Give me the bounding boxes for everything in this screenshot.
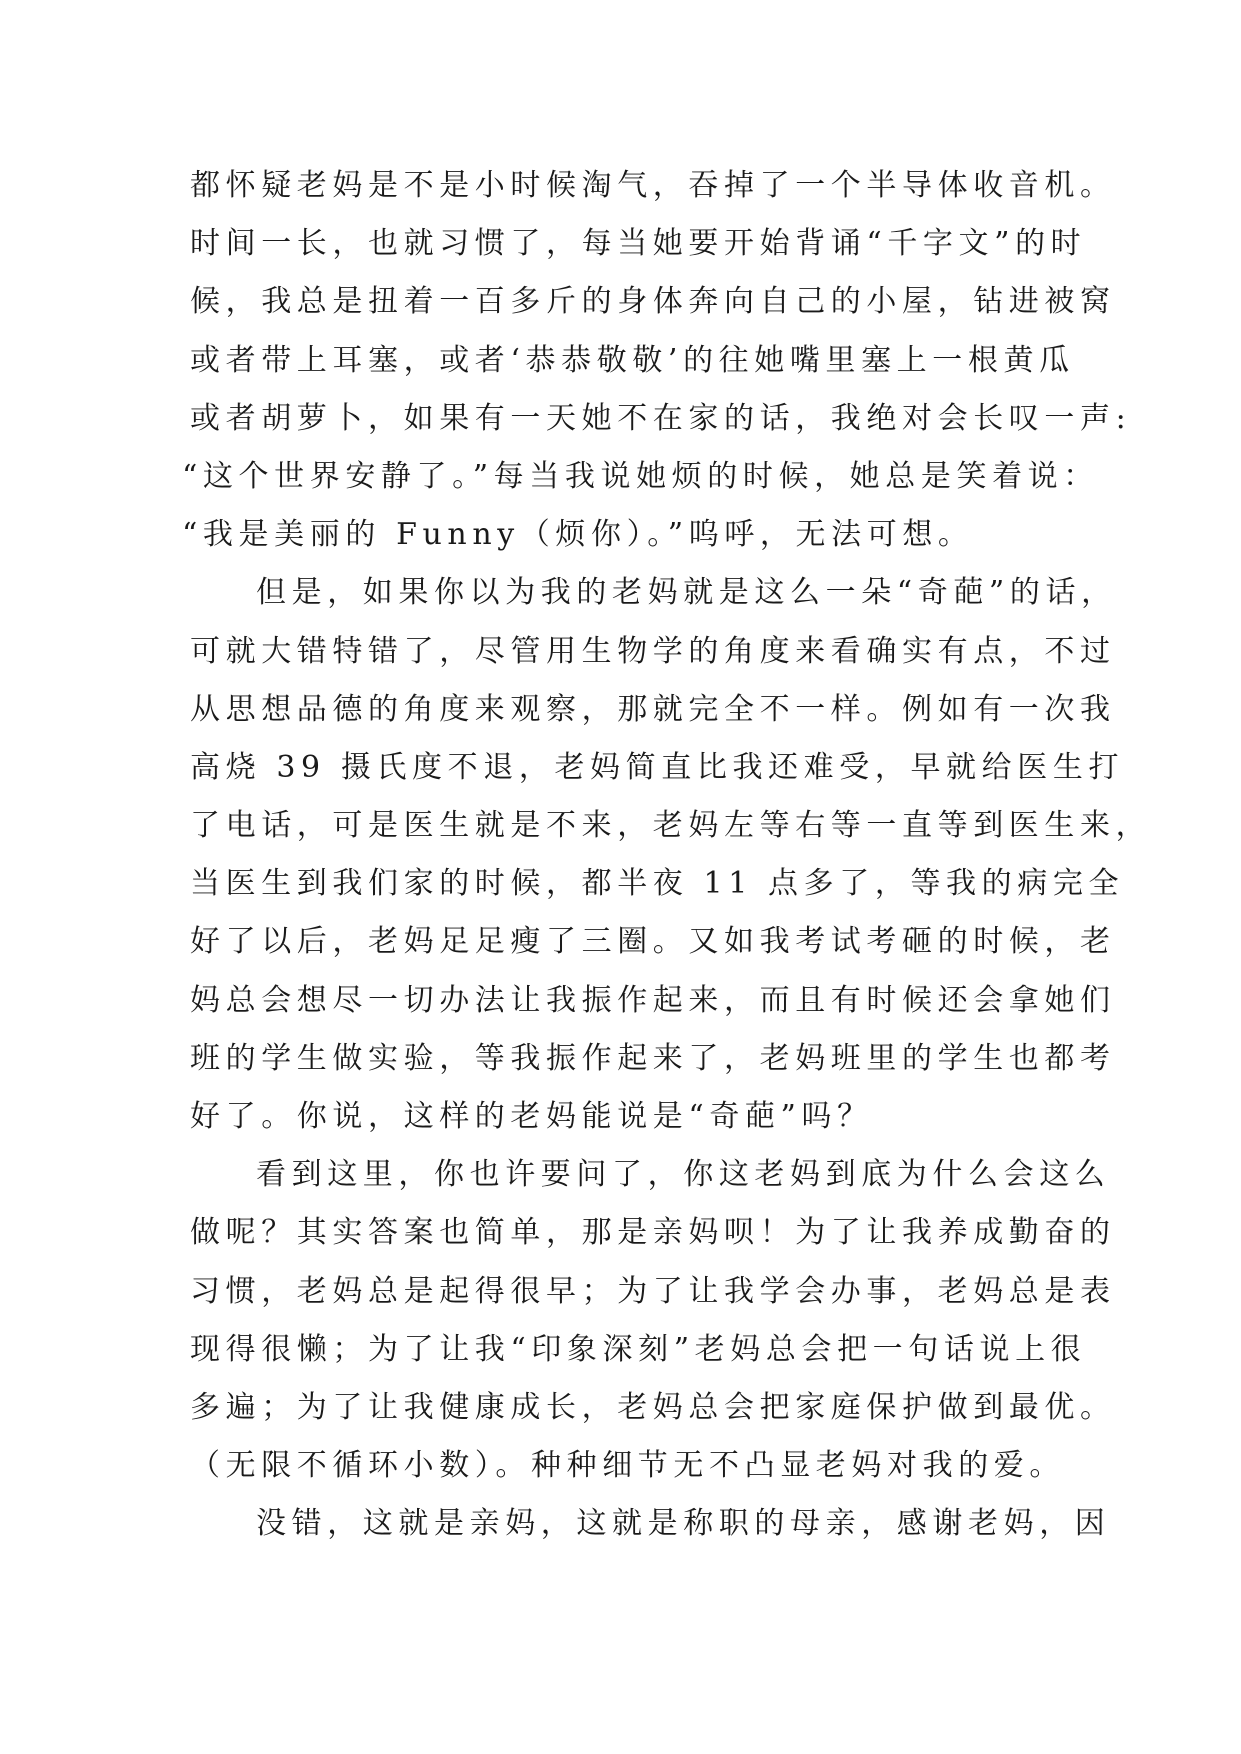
text-line: “我是美丽的 Funny（烦你）。”呜呼，无法可想。 [182,517,974,553]
text-line: 候，我总是扭着一百多斤的身体奔向自己的小屋，钻进被窝 [190,284,1116,320]
paragraph-start: 但是，如果你以为我的老妈就是这么一朵“奇葩”的话， [256,575,1117,611]
paragraph-start: 看到这里，你也许要问了，你这老妈到底为什么会这么 [256,1157,1111,1193]
text-line: 从思想品德的角度来观察，那就完全不一样。例如有一次我 [190,691,1116,727]
text-line: 班的学生做实验，等我振作起来了，老妈班里的学生也都考 [190,1040,1116,1076]
text-line: 了电话，可是医生就是不来，老妈左等右等一直等到医生来， [190,808,1152,844]
text-line: 习惯，老妈总是起得很早；为了让我学会办事，老妈总是表 [190,1273,1116,1309]
text-line: 当医生到我们家的时候，都半夜 11 点多了，等我的病完全 [190,866,1125,902]
text-line: 做呢？其实答案也简单，那是亲妈呗！为了让我养成勤奋的 [190,1215,1116,1251]
text-line: 或者带上耳塞，或者‘恭恭敬敬’的往她嘴里塞上一根黄瓜 [190,342,1075,378]
text-line: 高烧 39 摄氏度不退，老妈简直比我还难受，早就给医生打 [190,749,1125,785]
text-line: 现得很懒；为了让我“印象深刻”老妈总会把一句话说上很 [190,1331,1087,1367]
text-line: 妈总会想尽一切办法让我振作起来，而且有时候还会拿她们 [190,982,1116,1018]
body-text [182,157,1152,1554]
text-line: （无限不循环小数）。种种细节无不凸显老妈对我的爱。 [190,1448,1065,1484]
paragraph-start: 没错，这就是亲妈，这就是称职的母亲，感谢老妈，因 [256,1506,1111,1542]
text-line: 好了。你说，这样的老妈能说是“奇葩”吗？ [190,1099,873,1134]
text-line: “这个世界安静了。”每当我说她烦的时候，她总是笑着说： [182,458,1099,494]
text-line: 时间一长，也就习惯了，每当她要开始背诵“千字文”的时 [190,226,1087,262]
text-line: 可就大错特错了，尽管用生物学的角度来看确实有点，不过 [190,633,1116,669]
text-line: 多遍；为了让我健康成长，老妈总会把家庭保护做到最优。 [190,1389,1116,1425]
text-line: 好了以后，老妈足足瘦了三圈。又如我考试考砸的时候，老 [190,924,1116,960]
text-line: 都怀疑老妈是不是小时候淘气，吞掉了一个半导体收音机。 [190,168,1116,203]
text-line: 或者胡萝卜，如果有一天她不在家的话，我绝对会长叹一声: [190,400,1132,436]
